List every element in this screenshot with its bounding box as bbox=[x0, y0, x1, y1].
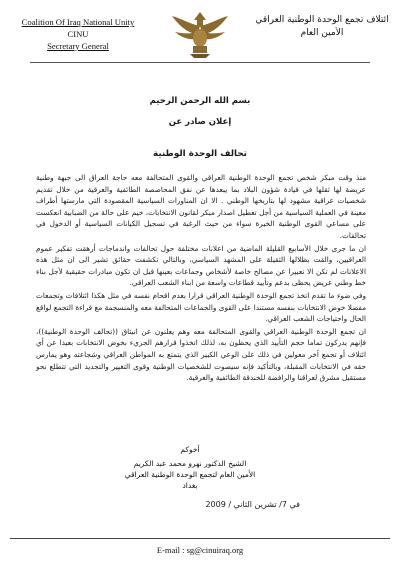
footer-divider bbox=[10, 538, 390, 539]
letterhead-arabic-line-1: ائتلاف تجمع الوحدة الوطنية العراقي bbox=[255, 15, 389, 25]
letter-date: في 7/ تشرين الثاني / 2009 bbox=[205, 500, 300, 509]
body-paragraph: ان ما جرى خلال الأسابيع القليلة الماضية من اعلانات مختلفة حول تحالفات واندماجات أرهقت تفكير عموم العراقيين، والقت بظلالها الثقيلة على المشهد السياسي، وبالتالي تكشفت حقائق تشير الى ان مثل هذه الاعلانات لم تكن الا تعبيرا عن مصالح خاصة لأشخاص وجماعات بعينها قبل ان تكون مبادرات حقيقية لأجل بناء خط وطني عريض يحظى بدعم وتأييد قطاعات واسعة من ابناء الشعب العراقي. bbox=[36, 243, 366, 288]
signature-closing: أخوكم bbox=[180, 445, 200, 454]
body-paragraph: منذ وقت مبكر شخص تجمع الوحدة الوطنية العراقي والقوى المتحالفة معه حاجة العراق الى جبهة وطنية عريضة لها ثقلها في قيادة شؤون البلاد بما يبعدها عن نفق المحاصصة الطائفية والعرقية من خلال تقديم شخصيات عراقية مشهود لها بتاريخها الوطني . الا ان المناورات السياسية المقصودة التي مارستها أطراف معينة في العملية السياسية من أجل تعطيل اصدار مبكر لقانون الانتخابات، خيم على حالة من الضبابية انعكست على مساعي القوى الوطنية الخيرة سواء من حيث الرغبة في تسجيل الكيانات السياسية أو الدخول في تحالفات. bbox=[36, 173, 366, 240]
eagle-emblem-icon bbox=[170, 8, 230, 60]
letterhead-english bbox=[8, 16, 148, 52]
footer-email: E-mail : sg@cinuiraq.org bbox=[156, 545, 244, 555]
signature-name: الشيخ الدكتور نهرو محمد عبد الكريم bbox=[133, 459, 247, 468]
signature-city: بغداد bbox=[182, 481, 198, 490]
letterhead-english-line-2: CINU bbox=[67, 29, 89, 39]
header-divider bbox=[30, 62, 370, 63]
letterhead-english-line-3: Secretary General bbox=[47, 41, 109, 51]
letterhead-arabic-line-2: الأمين العام bbox=[300, 28, 344, 38]
alliance-heading: تحالف الوحدة الوطنية bbox=[153, 149, 247, 159]
announcement-heading: إعلان صادر عن bbox=[168, 117, 232, 127]
letterhead-arabic bbox=[252, 14, 392, 40]
basmala: بسم الله الرحمن الرحيم bbox=[149, 96, 251, 106]
signature-title: الأمين العام لتجمع الوحدة الوطنية العراقي bbox=[124, 470, 256, 479]
body-paragraph: ان تجمع الوحدة الوطنية العراقي والقوى المتحالفة معه وهم يعلنون عن انبثاق ((تحالف الوحدة الوطنية))، فإنهم يدركون تماما حجم التأييد الذي يحظون به، لذلك اتخذوا قرارهم الجريء بخوض الانتخابات بعيدا عن أي ائتلاف أو تجمع آخر معولين في ذلك على الوعي الكبير الذي يتمتع به المواطن العراقي وشجاعته وهو يمارس حقه في الانتخابات المقبلة، وبالتأكيد فإنه سيصوت للشخصيات الوطنية وقوى التغيير والتجديد التي تتطلع نحو مستقبل مشرق لعراقنا والرافضة للخندقة الطائفية والعرقية. bbox=[36, 326, 366, 383]
letter-body bbox=[36, 172, 366, 385]
letterhead-english-line-1: Coalition Of Iraq National Unity bbox=[21, 17, 135, 27]
body-paragraph: وفي ضوء ما تقدم اتخذ تجمع الوحدة الوطنية العراقي قرارا بعدم اقحام نفسه في مثل هكذا ائتلافات وتجمعات مفضلا خوض الانتخابات بنفسه مستندا على القوى والجماعات المتحالفة معه والمنسجمة مع قراءة التجمع لواقع الحال واحتياجات الشعب العراقي. bbox=[36, 290, 366, 324]
